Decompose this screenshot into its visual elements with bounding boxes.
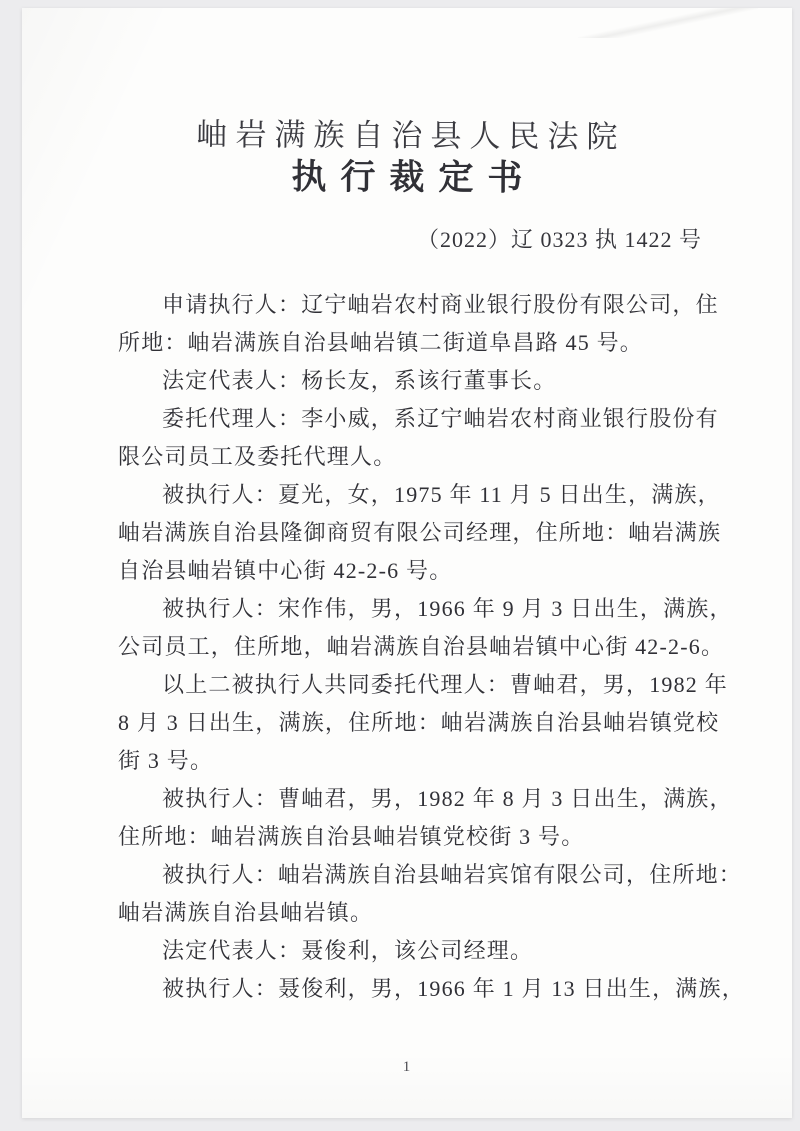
text-line: 8 月 3 日出生，满族，住所地：岫岩满族自治县岫岩镇党校	[118, 710, 720, 735]
text-line: 所地：岫岩满族自治县岫岩镇二街道阜昌路 45 号。	[118, 330, 644, 355]
fold-crease	[578, 8, 758, 38]
paragraph	[118, 400, 738, 476]
page-number: 1	[402, 1059, 412, 1075]
text-line: 法定代表人：杨长友，系该行董事长。	[162, 368, 557, 393]
paragraph	[118, 780, 738, 856]
text-line: 公司员工，住所地，岫岩满族自治县岫岩镇中心街 42-2-6。	[118, 634, 725, 659]
case-number: （2022）辽 0323 执 1422 号	[416, 227, 702, 252]
paragraph	[118, 856, 743, 932]
text-line: 岫岩满族自治县隆御商贸有限公司经理，住所地：岫岩满族	[118, 520, 722, 545]
text-line: 委托代理人：李小威，系辽宁岫岩农村商业银行股份有	[162, 406, 719, 431]
text-line: 申请执行人：辽宁岫岩农村商业银行股份有限公司，住	[162, 292, 719, 317]
paragraph	[118, 932, 738, 970]
paragraph	[118, 362, 738, 400]
paragraph	[118, 590, 738, 666]
document-title: 执行裁定书	[291, 157, 537, 198]
text-line: 被执行人：曹岫君，男，1982 年 8 月 3 日出生，满族，	[162, 786, 733, 811]
text-line: 被执行人：夏光，女，1975 年 11 月 5 日出生，满族，	[162, 482, 721, 507]
text-line: 街 3 号。	[118, 748, 214, 773]
text-line: 被执行人：宋作伟，男，1966 年 9 月 3 日出生，满族，	[162, 596, 733, 621]
text-line: 被执行人：聂俊利，男，1966 年 1 月 13 日出生，满族，	[162, 976, 745, 1001]
text-line: 岫岩满族自治县岫岩镇。	[118, 900, 374, 925]
paragraph	[118, 970, 745, 1008]
text-line: 自治县岫岩镇中心街 42-2-6 号。	[118, 558, 453, 583]
text-line: 限公司员工及委托代理人。	[118, 444, 397, 469]
paragraph	[118, 286, 738, 362]
text-line: 被执行人：岫岩满族自治县岫岩宾馆有限公司，住所地：	[162, 862, 743, 887]
document-body	[118, 286, 745, 1008]
paragraph	[118, 666, 738, 780]
text-line: 以上二被执行人共同委托代理人：曹岫君，男，1982 年	[162, 672, 728, 697]
text-line: 住所地：岫岩满族自治县岫岩镇党校街 3 号。	[118, 824, 585, 849]
text-line: 法定代表人：聂俊利，该公司经理。	[162, 938, 534, 963]
court-name: 岫岩满族自治县人民法院	[196, 116, 626, 155]
document-page	[22, 8, 792, 1118]
paragraph	[118, 476, 738, 590]
